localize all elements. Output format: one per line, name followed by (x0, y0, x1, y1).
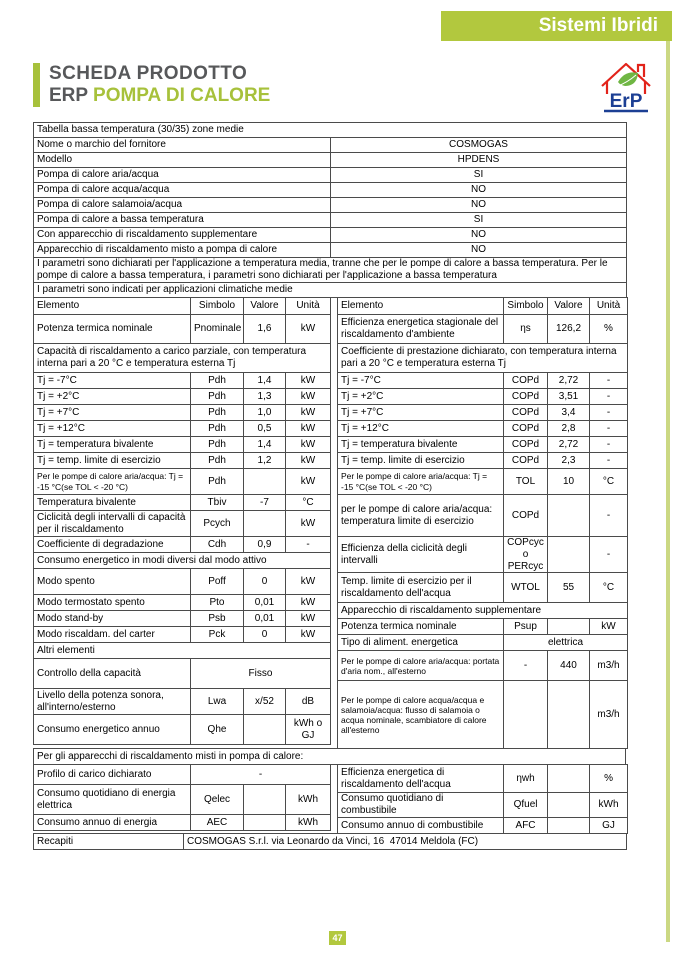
table-row (338, 573, 628, 603)
table-row (34, 389, 331, 405)
cell-unit: kW (286, 453, 331, 469)
cell-unit: °C (590, 573, 628, 603)
cell-label: Per le pompe di calore aria/acqua: Tj = -15 °C(se TOL < -20 °C) (34, 469, 191, 495)
cell-unit: kW (286, 437, 331, 453)
cell-value: 1,2 (244, 453, 286, 469)
cell-label: Nome o marchio del fornitore (34, 138, 331, 153)
table-row (338, 495, 628, 537)
cell-label: Profilo di carico dichiarato (34, 765, 191, 785)
cell-value (548, 793, 590, 818)
cell-symbol: AEC (191, 815, 244, 831)
title-line2 (49, 85, 270, 107)
cell-unit: % (590, 315, 628, 344)
cell-label: Potenza termica nominale (338, 619, 504, 635)
header-row (338, 298, 628, 315)
cell-value: x/52 (244, 689, 286, 715)
cell-value: 1,6 (244, 315, 286, 344)
column-header: Unità (590, 298, 628, 315)
table-row (34, 553, 331, 569)
page-title (33, 63, 270, 107)
cell-unit: kW (286, 511, 331, 537)
table-row (338, 603, 628, 619)
table-row (34, 344, 331, 373)
cell-label: Modo riscaldam. del carter (34, 627, 191, 643)
table-row (338, 651, 628, 681)
table-row (338, 793, 628, 818)
cell-symbol: COPd (504, 389, 548, 405)
cell-symbol: Qhe (191, 715, 244, 745)
cell-value: HPDENS (331, 153, 627, 168)
table-row (34, 153, 627, 168)
column-header: Elemento (338, 298, 504, 315)
cell-value: 0 (244, 627, 286, 643)
cell-value: NO (331, 198, 627, 213)
parameters-table-left (33, 297, 331, 745)
table-row (34, 213, 627, 228)
cell-unit: kWh (286, 815, 331, 831)
table-row (34, 405, 331, 421)
cell-symbol: COPd (504, 405, 548, 421)
cell-symbol: Pcych (191, 511, 244, 537)
section-header-cell: Coefficiente di prestazione dichiarato, con temperatura interna pari a 20 °C e temperatura esterna Tj (338, 344, 628, 373)
cell-symbol: AFC (504, 817, 548, 833)
cell-symbol: COPd (504, 373, 548, 389)
cell-label: Con apparecchio di riscaldamento supplementare (34, 228, 331, 243)
cell-label: Tj = -7°C (338, 373, 504, 389)
table-row (34, 643, 331, 659)
cell-unit: kW (590, 619, 628, 635)
section-banner (441, 11, 672, 41)
cell-symbol: Pdh (191, 469, 244, 495)
table-row (34, 495, 331, 511)
table-row (34, 283, 627, 298)
mixed-table-right (337, 764, 628, 834)
cell-label: Pompa di calore aria/acqua (34, 168, 331, 183)
cell-unit: kW (286, 611, 331, 627)
table-row (34, 138, 627, 153)
cell-symbol: Pnominale (191, 315, 244, 344)
cell-label: Tj = +2°C (34, 389, 191, 405)
cell-symbol: ηwh (504, 765, 548, 793)
cell-label: Tipo di aliment. energetica (338, 635, 504, 651)
table-row (34, 123, 627, 138)
cell-unit: - (590, 437, 628, 453)
cell-unit: kW (286, 315, 331, 344)
cell-unit: kW (286, 405, 331, 421)
cell-symbol: TOL (504, 469, 548, 495)
table-row (34, 198, 627, 213)
cell-unit: - (590, 453, 628, 469)
cell-label: Consumo energetico annuo (34, 715, 191, 745)
table-row (338, 765, 628, 793)
table-row (34, 659, 331, 689)
cell-symbol (504, 681, 548, 749)
cell-value: SI (331, 168, 627, 183)
leaf-icon (618, 72, 638, 86)
table-row (338, 537, 628, 573)
column-header: Valore (244, 298, 286, 315)
cell-value: 2,72 (548, 437, 590, 453)
cell-unit: kW (286, 595, 331, 611)
column-header: Unità (286, 298, 331, 315)
cell-label: Efficienza energetica stagionale del riscaldamento d'ambiente (338, 315, 504, 344)
cell-label: Coefficiente di degradazione (34, 537, 191, 553)
cell-label: Tj = +7°C (34, 405, 191, 421)
table-row (338, 437, 628, 453)
column-header: Simbolo (504, 298, 548, 315)
table-row (338, 681, 628, 749)
column-header: Simbolo (191, 298, 244, 315)
table-row (34, 453, 331, 469)
cell-unit: - (590, 389, 628, 405)
cell-unit: kW (286, 569, 331, 595)
cell-label: Per le pompe di calore acqua/acqua e salamoia/acqua: flusso di salamoia o acqua nominale, scambiatore di calore all'esterno (338, 681, 504, 749)
cell-label: Temperatura bivalente (34, 495, 191, 511)
cell-label: Modo spento (34, 569, 191, 595)
cell-symbol: Pto (191, 595, 244, 611)
cell-symbol: Cdh (191, 537, 244, 553)
cell-value (548, 817, 590, 833)
cell-value: COSMOGAS (331, 138, 627, 153)
cell-value: 1,0 (244, 405, 286, 421)
cell-value (244, 815, 286, 831)
table-row (34, 243, 627, 258)
cell-label: Tj = temp. limite di esercizio (34, 453, 191, 469)
cell-value: SI (331, 213, 627, 228)
table-row (34, 421, 331, 437)
section-header-cell: Capacità di riscaldamento a carico parziale, con temperatura interna pari a 20 °C e temperatura esterna Tj (34, 344, 331, 373)
cell-value: 2,8 (548, 421, 590, 437)
cell-unit: - (590, 421, 628, 437)
cell-value: 1,4 (244, 437, 286, 453)
side-accent-strip (666, 41, 670, 942)
cell-label: Tj = -7°C (34, 373, 191, 389)
cell-label: Consumo quotidiano di combustibile (338, 793, 504, 818)
cell-unit: kWh o GJ (286, 715, 331, 745)
title-erp-label: ERP (49, 85, 88, 106)
cell-symbol: Tbiv (191, 495, 244, 511)
cell-unit: - (286, 537, 331, 553)
cell-value: 0,01 (244, 611, 286, 627)
table-row (34, 437, 331, 453)
cell-symbol: Pck (191, 627, 244, 643)
cell-value: -7 (244, 495, 286, 511)
page-number-badge (329, 931, 346, 945)
cell-value: 0 (244, 569, 286, 595)
cell-unit: m3/h (590, 651, 628, 681)
table-row (34, 258, 627, 283)
cell-label: Modello (34, 153, 331, 168)
cell-label: per le pompe di calore aria/acqua: temperatura limite di esercizio (338, 495, 504, 537)
banner-text: Sistemi Ibridi (538, 15, 658, 36)
cell-label: Tj = +12°C (338, 421, 504, 437)
table-row (34, 765, 331, 785)
cell-value: NO (331, 183, 627, 198)
cell-symbol: Pdh (191, 405, 244, 421)
cell-symbol: Pdh (191, 389, 244, 405)
cell-unit: kW (286, 389, 331, 405)
table-row (338, 469, 628, 495)
cell-label: Temp. limite di esercizio per il riscaldamento dell'acqua (338, 573, 504, 603)
cell-unit: - (590, 537, 628, 573)
cell-symbol: Psb (191, 611, 244, 627)
table-row (34, 815, 331, 831)
cell-symbol: WTOL (504, 573, 548, 603)
cell-unit: GJ (590, 817, 628, 833)
cell-symbol: Pdh (191, 437, 244, 453)
table-row (338, 344, 628, 373)
cell-label: Tj = temp. limite di esercizio (338, 453, 504, 469)
general-info-table (33, 122, 627, 298)
cell-label: Tj = +12°C (34, 421, 191, 437)
table-row (338, 373, 628, 389)
cell-value: 2,72 (548, 373, 590, 389)
table-row (34, 537, 331, 553)
cell-symbol: - (504, 651, 548, 681)
mixed-appliances-tables (33, 764, 626, 834)
table-row (34, 569, 331, 595)
cell-label: Apparecchio di riscaldamento misto a pompa di calore (34, 243, 331, 258)
column-header: Valore (548, 298, 590, 315)
cell-symbol: COPd (504, 437, 548, 453)
cell-value (244, 715, 286, 745)
table-row (34, 595, 331, 611)
cell-unit: °C (590, 469, 628, 495)
table-row (338, 619, 628, 635)
cell-value: 126,2 (548, 315, 590, 344)
table-row (338, 421, 628, 437)
cell-symbol: COPd (504, 453, 548, 469)
cell-label: Ciclicità degli intervalli di capacità per il riscaldamento (34, 511, 191, 537)
cell-label: Efficienza energetica di riscaldamento dell'acqua (338, 765, 504, 793)
cell-merged-value: elettrica (504, 635, 628, 651)
parameters-table-right (337, 297, 628, 749)
cell-label: Controllo della capacità (34, 659, 191, 689)
cell-value: 0,9 (244, 537, 286, 553)
table-row (338, 315, 628, 344)
cell-value: 2,3 (548, 453, 590, 469)
cell-label: Efficienza della ciclicità degli intervalli (338, 537, 504, 573)
cell-value: 10 (548, 469, 590, 495)
cell-value: 55 (548, 573, 590, 603)
cell-unit: kW (286, 627, 331, 643)
table-row (34, 228, 627, 243)
table-row (34, 689, 331, 715)
cell-label: Consumo quotidiano di energia elettrica (34, 785, 191, 815)
erp-logo (598, 60, 654, 119)
erp-logo-text: ErP (609, 91, 643, 112)
cell-label: Tj = temperatura bivalente (34, 437, 191, 453)
full-row-cell: I parametri sono dichiarati per l'applicazione a temperatura media, tranne che per le pompe di calore a bassa temperatura. Per le pompe di calore a bassa temperatura, i parametri sono dichiarati per l'applicazione a bassa temperatura (34, 258, 627, 283)
cell-value: NO (331, 243, 627, 258)
full-row-cell: I parametri sono indicati per applicazioni climatiche medie (34, 283, 627, 298)
header-row (34, 298, 331, 315)
cell-symbol: COPcyc o PERcyc (504, 537, 548, 573)
cell-value: COSMOGAS S.r.l. via Leonardo da Vinci, 16 47014 Meldola (FC) (184, 833, 627, 849)
cell-symbol: Psup (504, 619, 548, 635)
mixed-appliances-header: Per gli apparecchi di riscaldamento misti in pompa di calore: (33, 748, 626, 765)
cell-unit: % (590, 765, 628, 793)
mixed-table-left (33, 764, 331, 831)
section-header-cell: Consumo energetico in modi diversi dal modo attivo (34, 553, 331, 569)
erp-logo-graphic (598, 60, 654, 114)
table-row (338, 453, 628, 469)
page-number: 47 (332, 933, 343, 943)
cell-value (548, 495, 590, 537)
table-row (34, 315, 331, 344)
section-header-cell: Apparecchio di riscaldamento supplementare (338, 603, 628, 619)
table-row (34, 785, 331, 815)
cell-label: Per le pompe di calore aria/acqua: Tj = -15 °C(se TOL < -20 °C) (338, 469, 504, 495)
cell-symbol: Pdh (191, 453, 244, 469)
column-header: Elemento (34, 298, 191, 315)
cell-symbol: COPd (504, 421, 548, 437)
cell-unit: kW (286, 373, 331, 389)
title-accent-bar (33, 63, 40, 107)
cell-merged-value: Fisso (191, 659, 331, 689)
table-row (34, 715, 331, 745)
cell-value: 0,5 (244, 421, 286, 437)
cell-symbol: Qelec (191, 785, 244, 815)
cell-label: Recapiti (34, 833, 184, 849)
cell-unit: m3/h (590, 681, 628, 749)
section-header-cell: Altri elementi (34, 643, 331, 659)
cell-unit: kWh (590, 793, 628, 818)
table-row (338, 405, 628, 421)
cell-label: Consumo annuo di energia (34, 815, 191, 831)
title-line1: SCHEDA PRODOTTO (49, 63, 248, 84)
contacts-table (33, 833, 627, 850)
cell-symbol: Qfuel (504, 793, 548, 818)
cell-label: Pompa di calore acqua/acqua (34, 183, 331, 198)
cell-value: 440 (548, 651, 590, 681)
table-row (34, 373, 331, 389)
cell-symbol: Pdh (191, 421, 244, 437)
full-row-cell: Tabella bassa temperatura (30/35) zone medie (34, 123, 627, 138)
cell-value (548, 681, 590, 749)
cell-value: 1,4 (244, 373, 286, 389)
cell-label: Modo termostato spento (34, 595, 191, 611)
cell-label: Consumo annuo di combustibile (338, 817, 504, 833)
parameters-tables (33, 297, 626, 749)
title-product-label: POMPA DI CALORE (93, 85, 271, 106)
cell-symbol: Pdh (191, 373, 244, 389)
cell-value (548, 537, 590, 573)
cell-unit: kW (286, 421, 331, 437)
cell-symbol: ηs (504, 315, 548, 344)
table-row (34, 833, 627, 849)
table-row (34, 469, 331, 495)
cell-value: 3,4 (548, 405, 590, 421)
cell-label: Per le pompe di calore aria/acqua: portata d'aria nom., all'esterno (338, 651, 504, 681)
cell-unit: kW (286, 469, 331, 495)
cell-symbol: Poff (191, 569, 244, 595)
table-row (338, 635, 628, 651)
cell-value (548, 765, 590, 793)
cell-unit: dB (286, 689, 331, 715)
cell-symbol: COPd (504, 495, 548, 537)
table-row (34, 168, 627, 183)
cell-symbol: Lwa (191, 689, 244, 715)
table-row (34, 511, 331, 537)
cell-value: NO (331, 228, 627, 243)
cell-label: Livello della potenza sonora, all'interno/esterno (34, 689, 191, 715)
cell-label: Pompa di calore a bassa temperatura (34, 213, 331, 228)
table-row (338, 817, 628, 833)
cell-value (548, 619, 590, 635)
cell-label: Tj = temperatura bivalente (338, 437, 504, 453)
table-row (34, 627, 331, 643)
cell-unit: - (590, 405, 628, 421)
cell-value: 3,51 (548, 389, 590, 405)
product-sheet (33, 122, 626, 850)
cell-label: Tj = +2°C (338, 389, 504, 405)
cell-unit: - (590, 373, 628, 389)
table-row (338, 389, 628, 405)
cell-value: 0,01 (244, 595, 286, 611)
table-row (34, 611, 331, 627)
cell-unit: kWh (286, 785, 331, 815)
cell-value (244, 785, 286, 815)
cell-merged-value: - (191, 765, 331, 785)
cell-value: 1,3 (244, 389, 286, 405)
cell-label: Tj = +7°C (338, 405, 504, 421)
cell-unit: - (590, 495, 628, 537)
cell-label: Potenza termica nominale (34, 315, 191, 344)
table-row (34, 183, 627, 198)
cell-value (244, 511, 286, 537)
cell-unit: °C (286, 495, 331, 511)
cell-label: Pompa di calore salamoia/acqua (34, 198, 331, 213)
cell-label: Modo stand-by (34, 611, 191, 627)
cell-value (244, 469, 286, 495)
title-text (49, 63, 270, 107)
